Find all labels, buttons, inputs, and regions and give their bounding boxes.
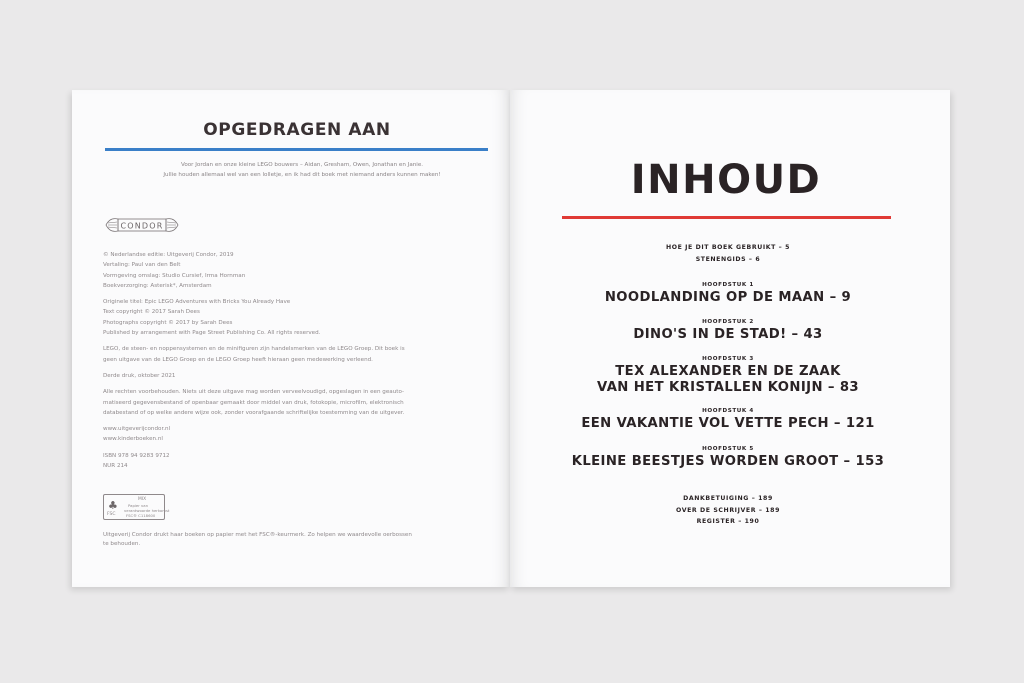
fsc-line: verantwoorde herkomst	[124, 507, 170, 513]
imprint-group	[103, 387, 443, 418]
condor-logo-icon	[104, 214, 180, 236]
imprint-block	[103, 250, 443, 477]
fsc-note-line: te behouden.	[103, 541, 141, 547]
imprint-line: Originele titel: Epic LEGO Adventures with Bricks You Already Have	[103, 299, 291, 306]
imprint-line: matiseerd gegevensbestand of openbaar gemaakt door middel van druk, fotokopie, microfilm, elektronisch	[103, 399, 404, 406]
toc-chapter	[550, 282, 906, 306]
fsc-note	[103, 531, 443, 549]
right-page	[510, 90, 950, 587]
fsc-line: MIX	[138, 497, 147, 502]
logo-text: CONDOR	[120, 221, 164, 231]
dedication-line: Voor Jordan en onze kleine LEGO bouwers – Aidan, Gresham, Owen, Jonathan en Janie.	[180, 162, 424, 168]
toc-rule	[562, 216, 891, 219]
dedication-title: OPGEDRAGEN AAN	[203, 120, 391, 140]
imprint-line: Vormgeving omslag: Studio Cursief, Irma Hornman	[103, 272, 246, 279]
tree-icon: ♣	[108, 499, 118, 512]
imprint-line: © Nederlandse editie: Uitgeverij Condor, 2019	[103, 252, 234, 258]
open-book	[72, 90, 950, 587]
toc-entry: OVER DE SCHRIJVER – 189	[676, 506, 780, 514]
website-link: www.uitgeverijcondor.nl	[103, 426, 171, 433]
isbn: ISBN 978 94 9283 9712	[103, 452, 170, 459]
imprint-group	[103, 297, 443, 338]
dedication-line: Jullie houden allemaal wel van een lolletje, en ik had dit boek met niemand anders kunnen maken!	[163, 172, 441, 178]
toc-chapter	[550, 356, 906, 396]
imprint-line: LEGO, de steen- en noppensystemen en de minifiguren zijn handelsmerken van de LEGO Groep. Dit boek is	[103, 346, 405, 353]
toc-title: INHOUD	[630, 157, 822, 203]
imprint-line: Published by arrangement with Page Street Publishing Co. All rights reserved.	[103, 330, 321, 337]
toc-outro	[550, 493, 906, 528]
imprint-group	[103, 424, 443, 445]
imprint-line: Text copyright © 2017 Sarah Dees	[103, 309, 200, 316]
toc-entry: REGISTER – 190	[696, 518, 760, 525]
left-page	[72, 90, 510, 587]
imprint-group	[103, 344, 443, 365]
imprint-line: geen uitgave van de LEGO Groep en de LEGO Groep heeft hieraan geen medewerking verleend.	[103, 356, 373, 363]
toc-intro	[550, 242, 906, 265]
fsc-mark: FSC	[107, 512, 116, 517]
chapter-label: HOOFDSTUK 5	[702, 446, 754, 452]
imprint-group	[103, 371, 443, 381]
chapter-label: HOOFDSTUK 4	[702, 408, 754, 414]
chapter-label: HOOFDSTUK 1	[702, 282, 754, 288]
imprint-group	[103, 250, 443, 291]
toc-entry: DANKBETUIGING – 189	[683, 495, 773, 502]
fsc-note-line: Uitgeverij Condor drukt haar boeken op papier met het FSC®-keurmerk. Zo helpen we waardevolle oerbossen	[103, 532, 412, 538]
chapter-title: EEN VAKANTIE VOL VETTE PECH – 121	[581, 416, 875, 431]
toc-entry: STENENGIDS – 6	[695, 255, 761, 263]
imprint-line: databestand of op welke andere wijze ook, zonder voorafgaande schriftelijke toestemming van de uitgever.	[103, 409, 405, 416]
chapter-label: HOOFDSTUK 3	[702, 356, 754, 362]
fsc-line: FSC® C118600	[126, 513, 156, 518]
fsc-line: Papier van	[128, 503, 148, 508]
toc-chapter	[550, 408, 906, 432]
imprint-line: Vertaling: Paul van den Belt	[103, 262, 181, 269]
dedication-rule	[105, 148, 488, 151]
dedication-text	[132, 160, 472, 180]
imprint-line: Alle rechten voorbehouden. Niets uit deze uitgave mag worden verveelvoudigd, opgeslagen in een geauto-	[103, 389, 405, 396]
chapter-title: NOODLANDING OP DE MAAN – 9	[604, 290, 852, 305]
imprint-group	[103, 451, 443, 472]
chapter-title: TEX ALEXANDER EN DE ZAAK	[615, 364, 841, 379]
fsc-label	[103, 494, 170, 520]
imprint-line: Boekverzorging: Asterisk*, Amsterdam	[103, 282, 212, 289]
nur-code: NUR 214	[103, 463, 128, 470]
chapter-title: DINO'S IN DE STAD! – 43	[633, 327, 823, 342]
toc-entry: HOE JE DIT BOEK GEBRUIKT – 5	[665, 244, 791, 251]
toc-chapter	[550, 319, 906, 343]
chapter-label: HOOFDSTUK 2	[702, 319, 754, 325]
chapter-title: VAN HET KRISTALLEN KONIJN – 83	[596, 380, 860, 395]
toc-chapter	[550, 446, 906, 470]
imprint-line: Photographs copyright © 2017 by Sarah Dees	[103, 319, 233, 326]
chapter-title: KLEINE BEESTJES WORDEN GROOT – 153	[571, 454, 885, 469]
website-link: www.kinderboeken.nl	[103, 436, 163, 443]
imprint-line: Derde druk, oktober 2021	[103, 372, 176, 379]
